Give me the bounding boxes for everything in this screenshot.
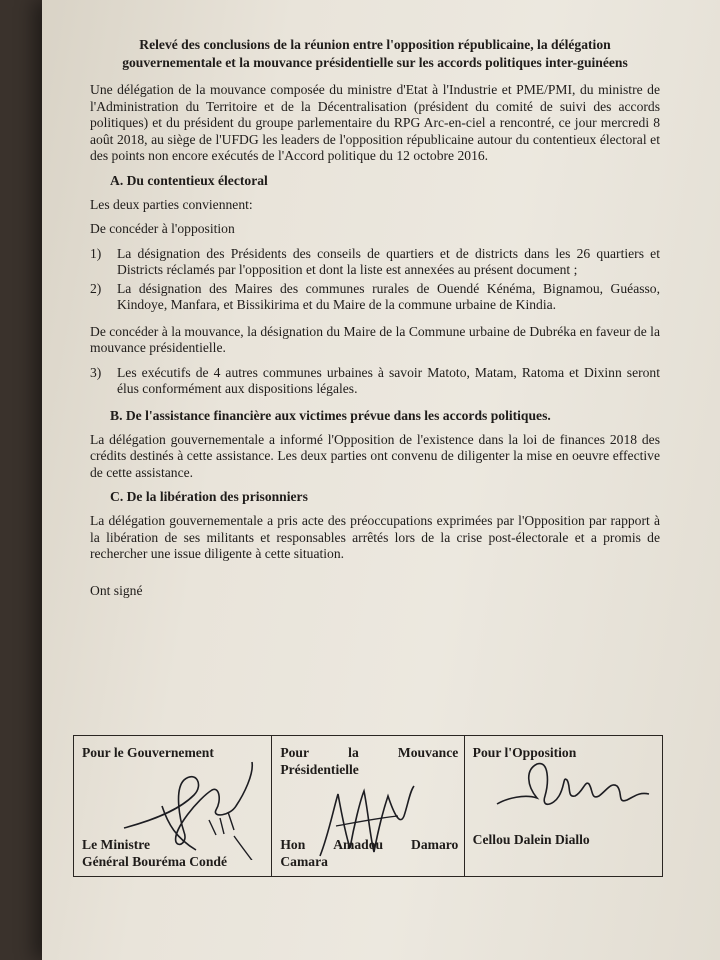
- section-a-p3: De concéder à la mouvance, la désignation du Maire de la Commune urbaine de Dubréka en faveur de la mouvance présidentielle.: [90, 323, 660, 355]
- signed-label: Ont signé: [90, 582, 143, 598]
- signature-table: [73, 735, 663, 877]
- section-a-p1: Les deux parties conviennent:: [90, 196, 253, 212]
- government-heading: Pour le Gouvernement: [82, 745, 214, 760]
- opposition-signatory: Cellou Dalein Diallo: [472, 832, 590, 847]
- document-title: Relevé des conclusions de la réunion entre l'opposition républicaine, la délégation gouvernementale et la mouvance présidentielle sur les accords politiques inter-guinéens: [122, 37, 628, 70]
- list-item: 1) La désignation des Présidents des conseils de quartiers et de districts dans les 26 quartiers et Districts réclamés par l'opposition et dont la liste est annexées au présent document ;: [90, 245, 660, 277]
- signature-cell-opposition: [465, 736, 662, 876]
- signature-cell-mouvance: [272, 736, 464, 876]
- section-a-p2: De concéder à l'opposition: [90, 221, 235, 236]
- section-a-heading: A. Du contentieux électoral: [110, 172, 268, 188]
- section-a-list: [90, 246, 660, 314]
- opposition-heading: Pour l'Opposition: [472, 745, 577, 760]
- section-a-list-2: [90, 365, 660, 398]
- signature-cell-government: [74, 736, 272, 876]
- mouvance-heading: Pour la Mouvance Présidentielle: [280, 745, 459, 777]
- document-body: [90, 36, 660, 609]
- list-item: 2) La désignation des Maires des communes rurales de Ouendé Kénéma, Bignamou, Guéasso, Kindoye, Manfara, et Bissikirima et du Maire de la commune urbaine de Kindia.: [90, 280, 660, 312]
- section-b-text: La délégation gouvernementale a informé l'Opposition de l'existence dans la loi de finances 2018 des crédits destinés à cette assistance. Les deux parties ont convenu de diligenter la mise en oeuvre effective de cette assistance.: [90, 431, 660, 480]
- section-b-heading: B. De l'assistance financière aux victimes prévue dans les accords politiques.: [110, 407, 551, 423]
- section-c-text: La délégation gouvernementale a pris acte des préoccupations exprimées par l'Opposition par rapport à la libération de ses militants et responsables arrêtés lors de la crise post-électorale et a promis de rechercher une issue diligente à cette situation.: [90, 513, 660, 561]
- mouvance-signatory: Hon Amadou Damaro Camara: [280, 837, 459, 869]
- government-signatory: Le Ministre Général Bouréma Condé: [82, 837, 227, 869]
- section-c-heading: C. De la libération des prisonniers: [110, 489, 308, 504]
- intro-paragraph: Une délégation de la mouvance composée du ministre d'Etat à l'Industrie et PME/PMI, du ministre de l'Administration du Territoire et de la Décentralisation (président du comité de suivi des accords politiques) et du président du groupe parlementaire du RPG Arc-en-ciel a rencontré, ce jour mercredi 8 août 2018, au siège de l'UFDG les leaders de l'opposition républicaine autour du contentieux électoral et des points non encore exécutés de l'Accord politique du 12 octobre 2016.: [90, 82, 660, 163]
- list-item: 3) Les exécutifs de 4 autres communes urbaines à savoir Matoto, Matam, Ratoma et Dixinn seront élus conformément aux dispositions légales.: [90, 364, 660, 396]
